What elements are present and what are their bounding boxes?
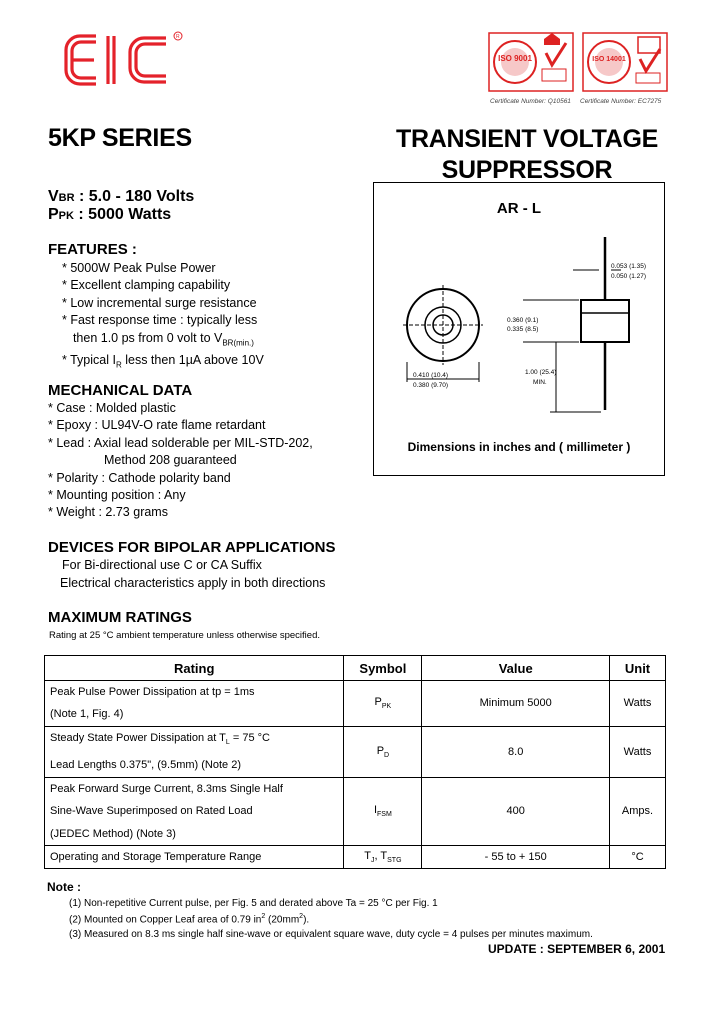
- vbr-value: : 5.0 - 180 Volts: [74, 188, 195, 205]
- rating-line: Lead Lengths 0.375", (9.5mm) (Note 2): [50, 759, 242, 772]
- vbr-spec: [48, 188, 194, 206]
- ratings-subtitle: Rating at 25 °C ambient temperature unless otherwise specified.: [49, 630, 320, 641]
- bipolar-text: [62, 557, 325, 592]
- symbol-sub: PK: [381, 703, 392, 711]
- iso14001-seal: [582, 25, 668, 93]
- rating-cell: Operating and Storage Temperature Range: [45, 846, 344, 869]
- note-2-text: ).: [303, 914, 310, 926]
- note-2-text: (2) Mounted on Copper Leaf area of 0.79 in: [69, 914, 262, 926]
- iso9001-certificate: [488, 25, 574, 105]
- feature-item: * 5000W Peak Pulse Power: [62, 261, 216, 275]
- mech-item: Method 208 guaranteed: [104, 453, 237, 468]
- value-cell: - 55 to + 150: [422, 846, 610, 869]
- table-header-row: [45, 656, 666, 681]
- mechanical-heading: MECHANICAL DATA: [48, 382, 193, 399]
- eic-logo: [62, 30, 182, 94]
- col-rating: Rating: [45, 656, 344, 681]
- unit-cell: Watts: [610, 681, 666, 727]
- dim-lead-dia-min: 0.050 (1.27): [611, 273, 647, 280]
- rating-text: = 75 °C: [229, 731, 270, 744]
- vbr-symbol: V: [48, 188, 59, 205]
- symbol-sub: J: [371, 857, 375, 865]
- dim-lead-length: 1.00 (25.4): [525, 369, 557, 376]
- ppk-sub: PK: [58, 210, 74, 222]
- eic-logo-graphic: [62, 30, 187, 94]
- feature-item: * Excellent clamping capability: [62, 278, 231, 293]
- table-row: [45, 681, 666, 727]
- ratings-heading: MAXIMUM RATINGS: [48, 609, 192, 626]
- rating-cell: [45, 681, 344, 727]
- unit-cell: Watts: [610, 726, 666, 777]
- bipolar-heading: DEVICES FOR BIPOLAR APPLICATIONS: [48, 539, 336, 556]
- symbol-text: P: [376, 744, 385, 757]
- dim-body-dia-min: 0.335 (8.5): [507, 326, 539, 333]
- dim-body-dia-max: 0.360 (9.1): [507, 317, 539, 324]
- note-2-sup: 2: [261, 913, 266, 920]
- mech-item: * Lead : Axial lead solderable per MIL-STD-202,: [48, 435, 313, 450]
- iso9001-seal: [488, 25, 574, 93]
- symbol-sub: FSM: [377, 811, 392, 819]
- rating-line: Sine-Wave Superimposed on Rated Load: [50, 805, 253, 818]
- svg-text:R: R: [176, 34, 180, 40]
- feature-item: [62, 352, 264, 374]
- ratings-table: [44, 655, 666, 869]
- note-3: (3) Measured on 8.3 ms single half sine-wave or equivalent square wave, duty cycle = 4 pulses per minutes maximum.: [69, 929, 593, 940]
- mech-item: * Epoxy : UL94V-O rate flame retardant: [48, 418, 266, 433]
- dim-body-length-max: 0.410 (10.4): [413, 372, 449, 379]
- rating-line: (JEDEC Method) (Note 3): [50, 827, 176, 840]
- update-date: UPDATE : SEPTEMBER 6, 2001: [488, 942, 666, 956]
- features-list: [62, 260, 264, 373]
- vbr-sub: BR: [58, 192, 75, 204]
- symbol-text: P: [374, 696, 382, 709]
- notes-heading: Note :: [47, 880, 81, 894]
- note-2: [69, 913, 309, 925]
- note-2-sup: 2: [299, 913, 304, 920]
- product-title: [372, 124, 682, 186]
- mechanical-list: [48, 400, 313, 522]
- value-cell: 400: [422, 777, 610, 845]
- symbol-cell: [344, 846, 422, 869]
- diagram-caption: Dimensions in inches and ( millimeter ): [407, 440, 631, 454]
- feature-item-sub: R: [115, 360, 122, 370]
- cert1-number: Certificate Number: Q10561: [490, 98, 571, 105]
- series-title: 5KP SERIES: [48, 124, 192, 152]
- feature-item-text: then 1.0 ps from 0 volt to V: [66, 330, 223, 345]
- symbol-sub: D: [384, 751, 390, 759]
- mech-item: * Weight : 2.73 grams: [48, 505, 168, 520]
- iso14001-seal-text: ISO 14001: [592, 56, 626, 63]
- dim-lead-dia-max: 0.053 (1.35): [611, 263, 647, 270]
- rating-line: (Note 1, Fig. 4): [50, 708, 124, 721]
- rating-line: Peak Forward Surge Current, 8.3ms Single Half: [50, 782, 283, 795]
- mech-item: * Polarity : Cathode polarity band: [48, 470, 231, 485]
- ppk-symbol: P: [48, 206, 59, 223]
- rating-cell: [45, 726, 344, 777]
- symbol-sub: STG: [387, 857, 402, 865]
- package-drawing: [373, 182, 665, 476]
- note-2-text: (20mm: [265, 914, 300, 926]
- ppk-value: : 5000 Watts: [73, 206, 172, 223]
- symbol-cell: [344, 681, 422, 727]
- table-row: [45, 846, 666, 869]
- feature-item-sub: BR(min.): [222, 338, 254, 348]
- col-symbol: Symbol: [344, 656, 422, 681]
- table-row: [45, 726, 666, 777]
- product-title-line2: SUPPRESSOR: [441, 156, 613, 184]
- mech-item: * Mounting position : Any: [48, 488, 186, 503]
- package-name: AR - L: [496, 200, 542, 217]
- symbol-cell: [344, 777, 422, 845]
- dim-lead-length-label: MIN.: [533, 379, 547, 386]
- features-heading: FEATURES :: [48, 241, 137, 258]
- rating-sub: L: [225, 739, 230, 746]
- mech-item: * Case : Molded plastic: [48, 401, 176, 415]
- symbol-text: I: [373, 804, 378, 817]
- col-value: Value: [422, 656, 610, 681]
- bipolar-line1: For Bi-directional use C or CA Suffix: [62, 558, 262, 572]
- rating-text: Steady State Power Dissipation at T: [50, 731, 226, 744]
- note-1: (1) Non-repetitive Current pulse, per Fig. 5 and derated above Ta = 25 °C per Fig. 1: [69, 898, 438, 909]
- feature-item-text: * Typical I: [62, 352, 116, 367]
- col-unit: Unit: [610, 656, 666, 681]
- symbol-text: T: [364, 849, 371, 862]
- symbol-cell: [344, 726, 422, 777]
- value-cell: Minimum 5000: [422, 681, 610, 727]
- ppk-spec: [48, 206, 171, 224]
- rating-line: Peak Pulse Power Dissipation at tp = 1ms: [50, 686, 255, 698]
- product-title-line1: TRANSIENT VOLTAGE: [395, 125, 659, 153]
- iso9001-seal-text: ISO 9001: [498, 54, 532, 63]
- value-cell: 8.0: [422, 726, 610, 777]
- table-row: [45, 777, 666, 845]
- feature-item: [62, 330, 264, 352]
- rating-line: [50, 727, 338, 755]
- unit-cell: Amps.: [610, 777, 666, 845]
- rating-cell: [45, 777, 344, 845]
- cert2-number: Certificate Number: EC7275: [580, 98, 662, 105]
- feature-item-text: less then 1µA above 10V: [125, 352, 264, 367]
- feature-item: * Fast response time : typically less: [62, 313, 258, 328]
- dim-body-length-min: 0.380 (9.70): [413, 382, 449, 389]
- unit-cell: °C: [610, 846, 666, 869]
- bipolar-line2: Electrical characteristics apply in both directions: [60, 575, 326, 590]
- symbol-text: , T: [374, 849, 388, 862]
- iso14001-certificate: [582, 25, 668, 105]
- feature-item: * Low incremental surge resistance: [62, 295, 257, 310]
